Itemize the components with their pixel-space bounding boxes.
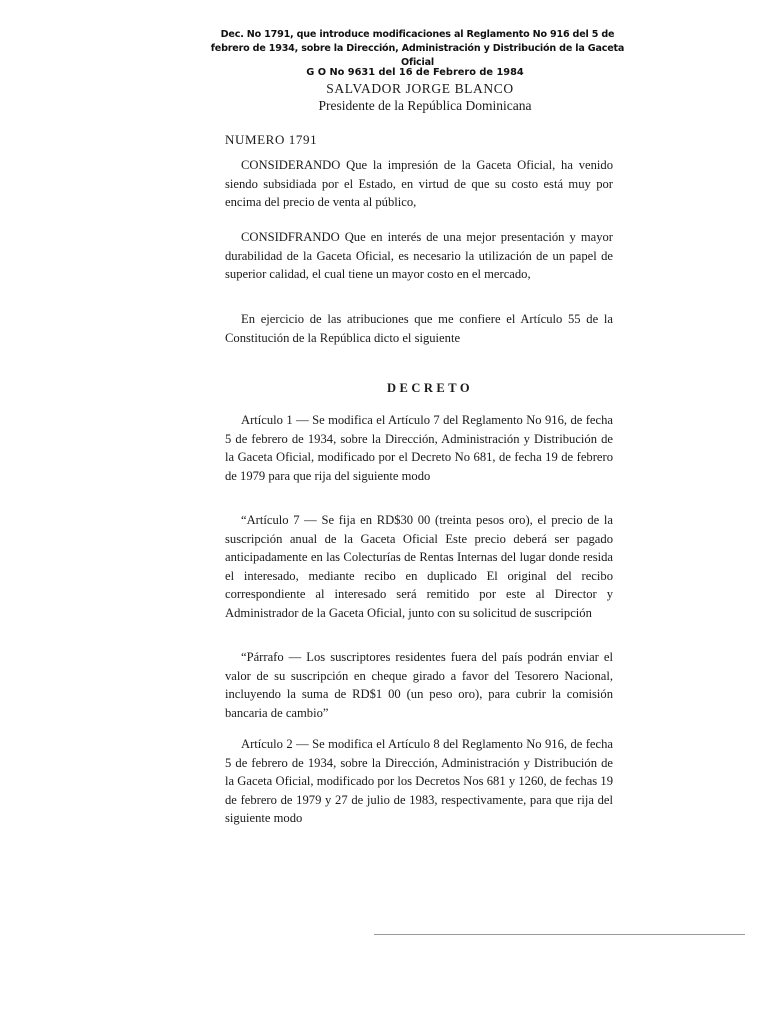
decreto-heading: DECRETO bbox=[386, 381, 474, 395]
president-title: Presidente de la República Dominicana bbox=[318, 98, 532, 113]
decree-header-title: Dec. No 1791, que introduce modificaciones al Reglamento No 916 del 5 de febrero de 1934, sobre la Dirección, Administración y Distribución de la Gaceta Oficial bbox=[210, 29, 625, 68]
parrafo-quote: “Párrafo — Los suscriptores residentes fuera del país podrán enviar el valor de su suscripción en cheque girado a favor del Tesorero Nacional, incluyendo la suma de RD$1 00 (un peso oro), para cubrir la comisión bancaria de cambio” bbox=[225, 650, 613, 720]
considerando-paragraph-2: CONSIDFRANDO Que en interés de una mejor presentación y mayor durabilidad de la Gaceta Oficial, es necesario la utilización de un papel de superior calidad, el cual tiene un mayor costo en el mercado, bbox=[225, 230, 613, 281]
considerando-paragraph-1: CONSIDERANDO Que la impresión de la Gaceta Oficial, ha venido siendo subsidiada por el Estado, en virtud de que su costo está muy por encima del precio de venta al público, bbox=[225, 158, 613, 209]
footnote-divider bbox=[374, 934, 745, 935]
articulo-2-paragraph: Artículo 2 — Se modifica el Artículo 8 del Reglamento No 916, de fecha 5 de febrero de 1934, sobre la Dirección, Administración y Distribución de la Gaceta Oficial, modificado por los Decretos Nos 681 y 1260, de fechas 19 de febrero de 1979 y 27 de julio de 1983, respectivamente, para que rija del siguiente modo bbox=[225, 737, 613, 825]
decree-number: NUMERO 1791 bbox=[225, 132, 318, 147]
ejercicio-paragraph: En ejercicio de las atribuciones que me confiere el Artículo 55 de la Constitución de la República dicto el siguiente bbox=[225, 312, 613, 345]
gazette-reference: G O No 9631 del 16 de Febrero de 1984 bbox=[306, 67, 524, 78]
articulo-7-quote: “Artículo 7 — Se fija en RD$30 00 (treinta pesos oro), el precio de la suscripción anual de la Gaceta Oficial Este precio deberá ser pagado anticipadamente en las Colecturías de Rentas Internas del lugar donde resida el interesado, mediante recibo en duplicado El original del recibo correspondiente al interesado será remitido por este al Director y Administrador de la Gaceta Oficial, junto con su solicitud de suscripción bbox=[225, 513, 613, 620]
articulo-1-paragraph: Artículo 1 — Se modifica el Artículo 7 del Reglamento No 916, de fecha 5 de febrero de 1934, sobre la Dirección, Administración y Distribución de la Gaceta Oficial, modificado por el Decreto No 681, de fecha 19 de febrero de 1979 para que rija del siguiente modo bbox=[225, 413, 613, 483]
president-name: SALVADOR JORGE BLANCO bbox=[326, 81, 514, 96]
